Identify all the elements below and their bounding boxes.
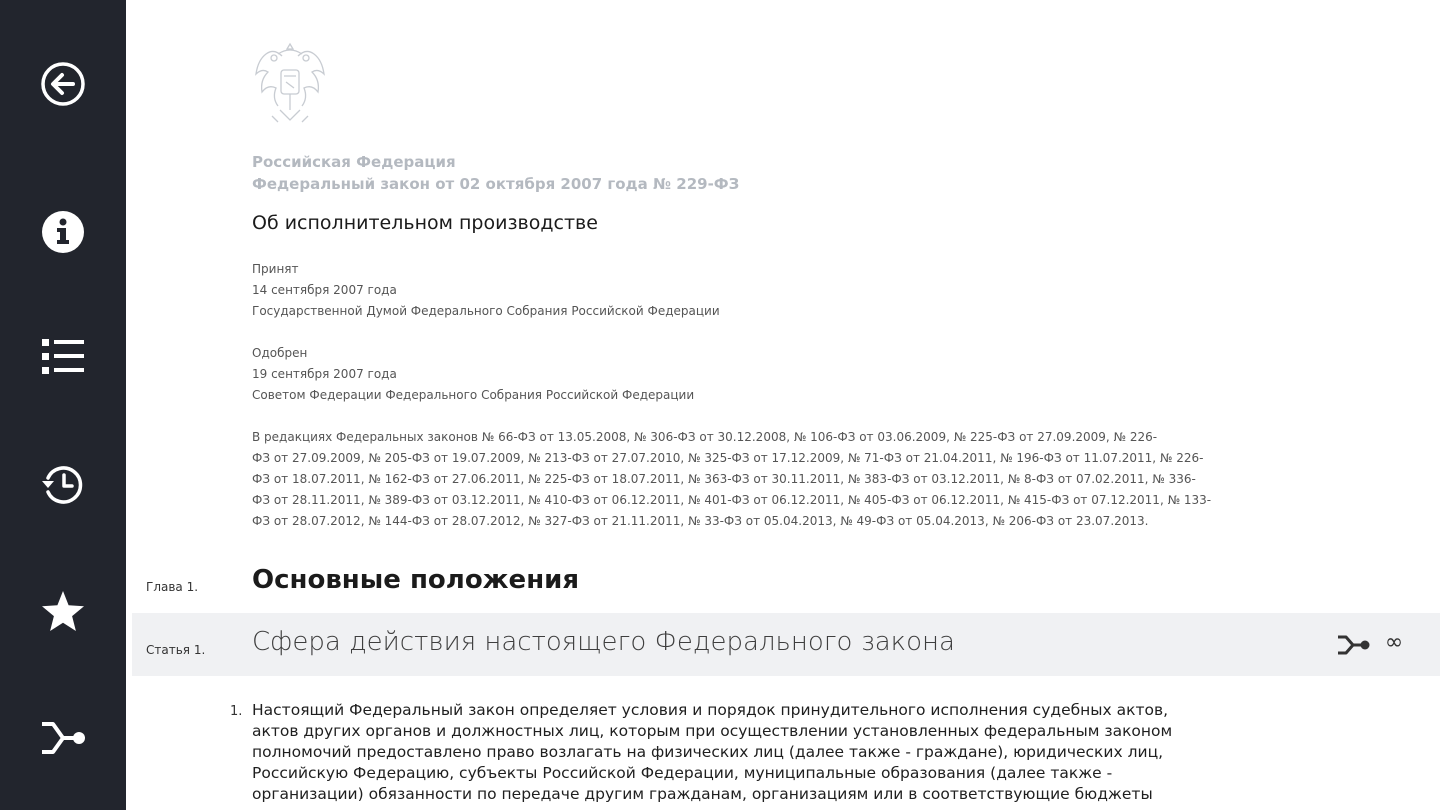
paragraph-line: актов других органов и должностных лиц, которым при осуществлении установленных федеральным законом [252, 722, 1173, 740]
article-link-button[interactable]: ∞ [1384, 630, 1404, 655]
back-button[interactable] [31, 52, 95, 116]
approved-by: Советом Федерации Федерального Собрания Российской Федерации [252, 388, 695, 402]
list-icon [40, 337, 86, 377]
adopted-label: Принят [252, 262, 299, 276]
paragraph-line: организации) обязанности по передаче другим гражданам, организациям или в соответствующие бюджеты [252, 785, 1153, 803]
favorites-button[interactable] [31, 580, 95, 644]
chapter-title: Основные положения [252, 565, 580, 595]
star-icon [40, 589, 86, 635]
history-button[interactable] [31, 453, 95, 517]
document-title: Об исполнительном производстве [252, 212, 598, 234]
back-arrow-icon [40, 61, 86, 107]
info-icon [40, 209, 86, 255]
paragraph-line: полномочий предоставлено право возлагать на физических лиц (далее также - граждане), юридических лиц, [252, 743, 1164, 761]
coat-of-arms-emblem [250, 40, 330, 128]
editions-line: ФЗ от 28.07.2012, № 144-ФЗ от 28.07.2012, № 327-ФЗ от 21.11.2011, № 33-ФЗ от 05.04.2013, № 49-ФЗ от 05.04.2013, № 206-ФЗ от 23.07.2013. [252, 514, 1149, 528]
share-icon [39, 718, 87, 758]
country-label: Российская Федерация [252, 153, 456, 171]
paragraph-number: 1. [230, 704, 243, 719]
law-reference: Федеральный закон от 02 октября 2007 года № 229-ФЗ [252, 175, 740, 193]
approved-label: Одобрен [252, 346, 308, 360]
adopted-block [252, 259, 720, 322]
article-title: Сфера действия настоящего Федерального закона [252, 627, 955, 657]
paragraph-text [252, 700, 1173, 805]
paragraph-line: Настоящий Федеральный закон определяет условия и порядок принудительного исполнения судебных актов, [252, 701, 1169, 719]
editions-line: В редакциях Федеральных законов № 66-ФЗ от 13.05.2008, № 306-ФЗ от 30.12.2008, № 106-ФЗ от 03.06.2009, № 225-ФЗ от 27.09.2009, № 226- [252, 430, 1158, 444]
approved-date: 19 сентября 2007 года [252, 367, 397, 381]
article-share-button[interactable] [1336, 632, 1370, 658]
editions-line: ФЗ от 27.09.2009, № 205-ФЗ от 19.07.2009, № 213-ФЗ от 27.07.2010, № 325-ФЗ от 17.12.2009, № 71-ФЗ от 21.04.2011, № 196-ФЗ от 11.07.2011, № 226- [252, 451, 1204, 465]
chapter-label: Глава 1. [146, 580, 199, 594]
editions-line: ФЗ от 28.11.2011, № 389-ФЗ от 03.12.2011, № 410-ФЗ от 06.12.2011, № 401-ФЗ от 06.12.2011, № 405-ФЗ от 06.12.2011, № 415-ФЗ от 07.12.2011, № 133- [252, 493, 1212, 507]
info-button[interactable] [31, 200, 95, 264]
history-icon [39, 461, 87, 509]
editions-line: ФЗ от 18.07.2011, № 162-ФЗ от 27.06.2011, № 225-ФЗ от 18.07.2011, № 363-ФЗ от 30.11.2011, № 383-ФЗ от 03.12.2011, № 8-ФЗ от 07.02.2011, № 336- [252, 472, 1196, 486]
article-label: Статья 1. [146, 643, 206, 657]
sidebar [0, 0, 126, 810]
article-header[interactable] [132, 613, 1440, 676]
approved-block [252, 343, 694, 406]
paragraph-line: Российскую Федерацию, субъекты Российской Федерации, муниципальные образования (далее также - [252, 764, 1113, 782]
editions-block [252, 427, 1212, 532]
share-icon [1336, 633, 1370, 657]
share-button[interactable] [31, 706, 95, 770]
adopted-date: 14 сентября 2007 года [252, 283, 397, 297]
document-view [126, 0, 1440, 810]
contents-button[interactable] [31, 325, 95, 389]
adopted-by: Государственной Думой Федерального Собрания Российской Федерации [252, 304, 720, 318]
